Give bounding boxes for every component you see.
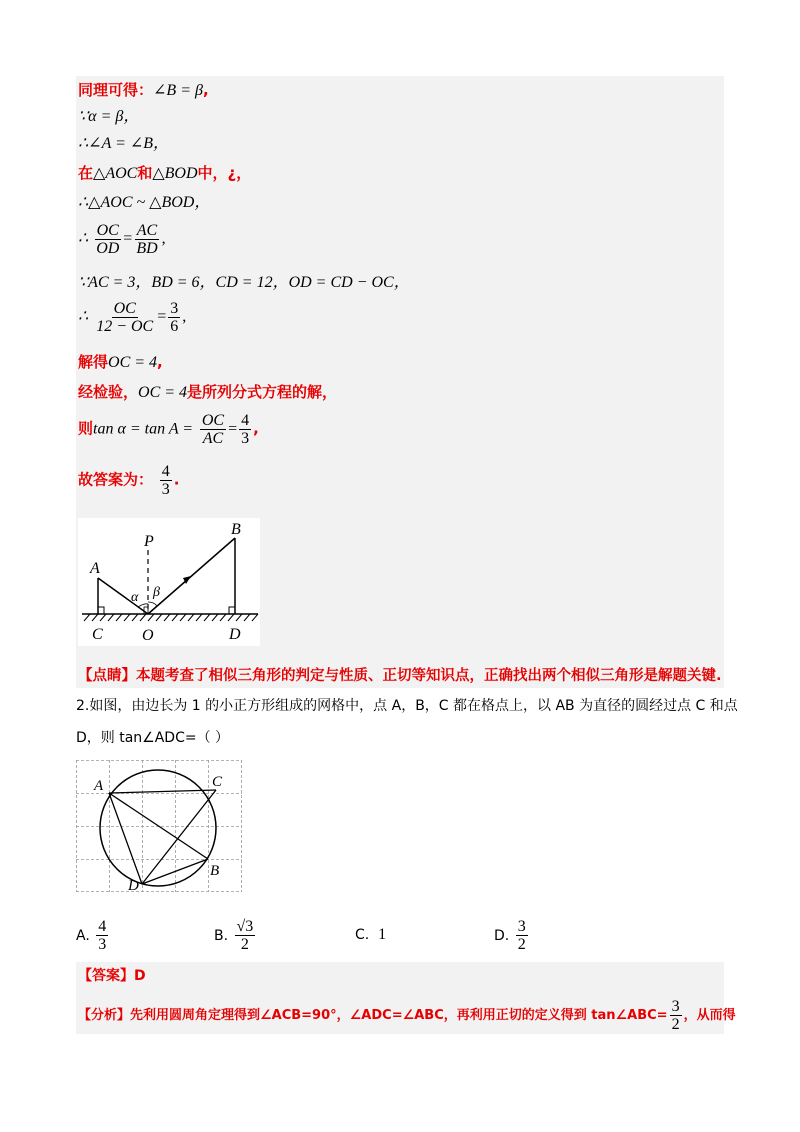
solution-line-7: ∵AC = 3，BD = 6，CD = 12，OD = CD − OC， (78, 274, 410, 291)
answer-line: 【答案】D (78, 968, 146, 984)
question-2-line-1: 2.如图，由边长为 1 的小正方形组成的网格中，点 A，B，C 都在格点上，以 AB 为直径的圆经过点 C 和点 (76, 698, 738, 714)
label-B: B (210, 863, 220, 879)
grid-circle-figure (76, 760, 242, 892)
label-O: O (142, 627, 154, 644)
solution-line-9: 解得OC = 4, (78, 353, 163, 371)
question-2-line-2: D，则 tan∠ADC=（ ） (76, 730, 230, 746)
label-A: A (90, 560, 100, 577)
solution-line-12: 故答案为： $\frac{4}{3}$ . (78, 463, 180, 498)
solution-line-4: 在△AOC和△BOD中，¿， (78, 164, 252, 182)
option-a[interactable]: A. $\frac{4}{3}$ (76, 918, 107, 953)
solution-line-6: ∴ $\frac{OC}{OD}$ = $\frac{AC}{BD}$ , (78, 222, 166, 257)
dianjing-note: 【点睛】本题考查了相似三角形的判定与性质、正切等知识点，正确找出两个相似三角形是解题关键. (78, 668, 722, 684)
reflection-figure (78, 518, 260, 646)
label-C: C (212, 774, 223, 790)
option-c[interactable]: C. 1 (355, 926, 387, 943)
label-D: D (229, 626, 241, 643)
label-A: A (94, 778, 104, 794)
solution-line-1: 同理可得：∠B = β, (78, 81, 209, 99)
option-b[interactable]: B. $\frac{√3}{2}$ (214, 918, 254, 953)
label-D: D (128, 878, 139, 892)
option-d[interactable]: D. $\frac{3}{2}$ (494, 918, 526, 953)
label-P: P (144, 533, 154, 550)
label-beta: β (153, 585, 160, 600)
label-C: C (92, 626, 103, 643)
solution-line-11: 则tan α = tan A = $\frac{OC}{AC}$ = $\frac{4}{3}$ , (78, 412, 259, 447)
solution-line-2: ∵α = β， (78, 108, 140, 125)
solution-line-10: 经检验，OC = 4是所列分式方程的解， (78, 383, 338, 401)
solution-line-8: ∴ $\frac{OC}{12 - OC}$ = $\frac{3}{6}$ , (78, 300, 187, 335)
solution-line-5: ∴△AOC ~ △BOD， (78, 194, 211, 211)
analysis-line: 【分析】先利用圆周角定理得到∠ACB=90°，∠ADC=∠ABC，再利用正切的定义得到 tan∠ABC= $\frac{3}{2}$ ，从而得 (78, 998, 736, 1033)
solution-line-3: ∴∠A = ∠B， (78, 135, 170, 152)
label-B: B (231, 521, 241, 538)
label-alpha: α (131, 590, 139, 605)
